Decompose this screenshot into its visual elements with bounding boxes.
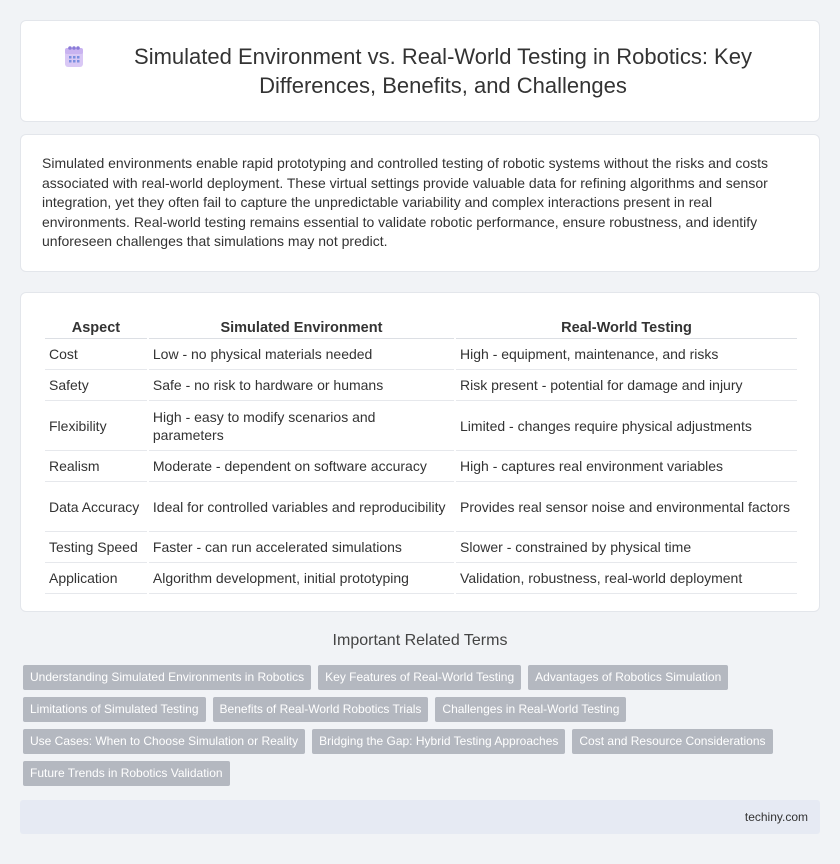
table-cell-simulated: Faster - can run accelerated simulations [149,532,454,563]
related-term-tag[interactable]: Limitations of Simulated Testing [23,697,206,722]
related-term-tag[interactable]: Benefits of Real-World Robotics Trials [213,697,429,722]
table-cell-aspect: Cost [45,339,147,370]
table-cell-real-world: High - captures real environment variables [456,451,797,482]
table-cell-aspect: Application [45,563,147,594]
table-header-real-world: Real-World Testing [456,315,797,339]
table-row [45,451,797,482]
table-cell-real-world: Slower - constrained by physical time [456,532,797,563]
related-term-tag[interactable]: Future Trends in Robotics Validation [23,761,230,786]
table-cell-simulated: Algorithm development, initial prototyping [149,563,454,594]
table-cell-real-world: Limited - changes require physical adjustments [456,401,797,451]
footer-brand[interactable]: techiny.com [744,810,808,824]
header-card [20,20,820,122]
table-row [45,532,797,563]
table-cell-aspect: Data Accuracy [45,482,147,532]
table-row [45,563,797,594]
comparison-table-card [20,292,820,612]
related-term-tag[interactable]: Cost and Resource Considerations [572,729,772,754]
related-terms-title: Important Related Terms [332,632,508,649]
table-cell-simulated: Safe - no risk to hardware or humans [149,370,454,401]
related-term-tag[interactable]: Bridging the Gap: Hybrid Testing Approaches [312,729,565,754]
table-row [45,370,797,401]
table-cell-real-world: Validation, robustness, real-world deployment [456,563,797,594]
table-row [45,401,797,451]
table-header-simulated: Simulated Environment [149,315,454,339]
page-title: Simulated Environment vs. Real-World Testing in Robotics: Key Differences, Benefits, and Challenges [134,44,752,98]
notepad-icon [61,43,87,69]
table-header-aspect: Aspect [45,315,147,339]
related-term-tag[interactable]: Use Cases: When to Choose Simulation or Reality [23,729,305,754]
table-row [45,482,797,532]
intro-card [20,134,820,272]
table-cell-real-world: Risk present - potential for damage and injury [456,370,797,401]
related-term-tag[interactable]: Understanding Simulated Environments in Robotics [23,665,311,690]
table-cell-simulated: Low - no physical materials needed [149,339,454,370]
related-term-tag[interactable]: Challenges in Real-World Testing [435,697,626,722]
table-cell-aspect: Flexibility [45,401,147,451]
footer [20,800,820,834]
table-cell-aspect: Realism [45,451,147,482]
table-cell-real-world: High - equipment, maintenance, and risks [456,339,797,370]
table-cell-simulated: Moderate - dependent on software accuracy [149,451,454,482]
table-cell-real-world: Provides real sensor noise and environmental factors [456,482,797,532]
table-row [45,339,797,370]
table-cell-aspect: Testing Speed [45,532,147,563]
related-terms-tags [23,665,823,793]
table-cell-simulated: High - easy to modify scenarios and parameters [149,401,454,451]
comparison-table [43,315,799,594]
intro-paragraph: Simulated environments enable rapid prototyping and controlled testing of robotic systems without the risks and costs associated with real-world deployment. These virtual settings provide valuable data for refining algorithms and sensor integration, yet they often fail to capture the unpredictable variability and complex interactions present in real environments. Real-world testing remains essential to validate robotic performance, ensure robustness, and identify unforeseen challenges that simulations may not predict. [42,155,769,249]
table-cell-aspect: Safety [45,370,147,401]
related-term-tag[interactable]: Key Features of Real-World Testing [318,665,521,690]
table-cell-simulated: Ideal for controlled variables and reproducibility [149,482,454,532]
related-term-tag[interactable]: Advantages of Robotics Simulation [528,665,728,690]
